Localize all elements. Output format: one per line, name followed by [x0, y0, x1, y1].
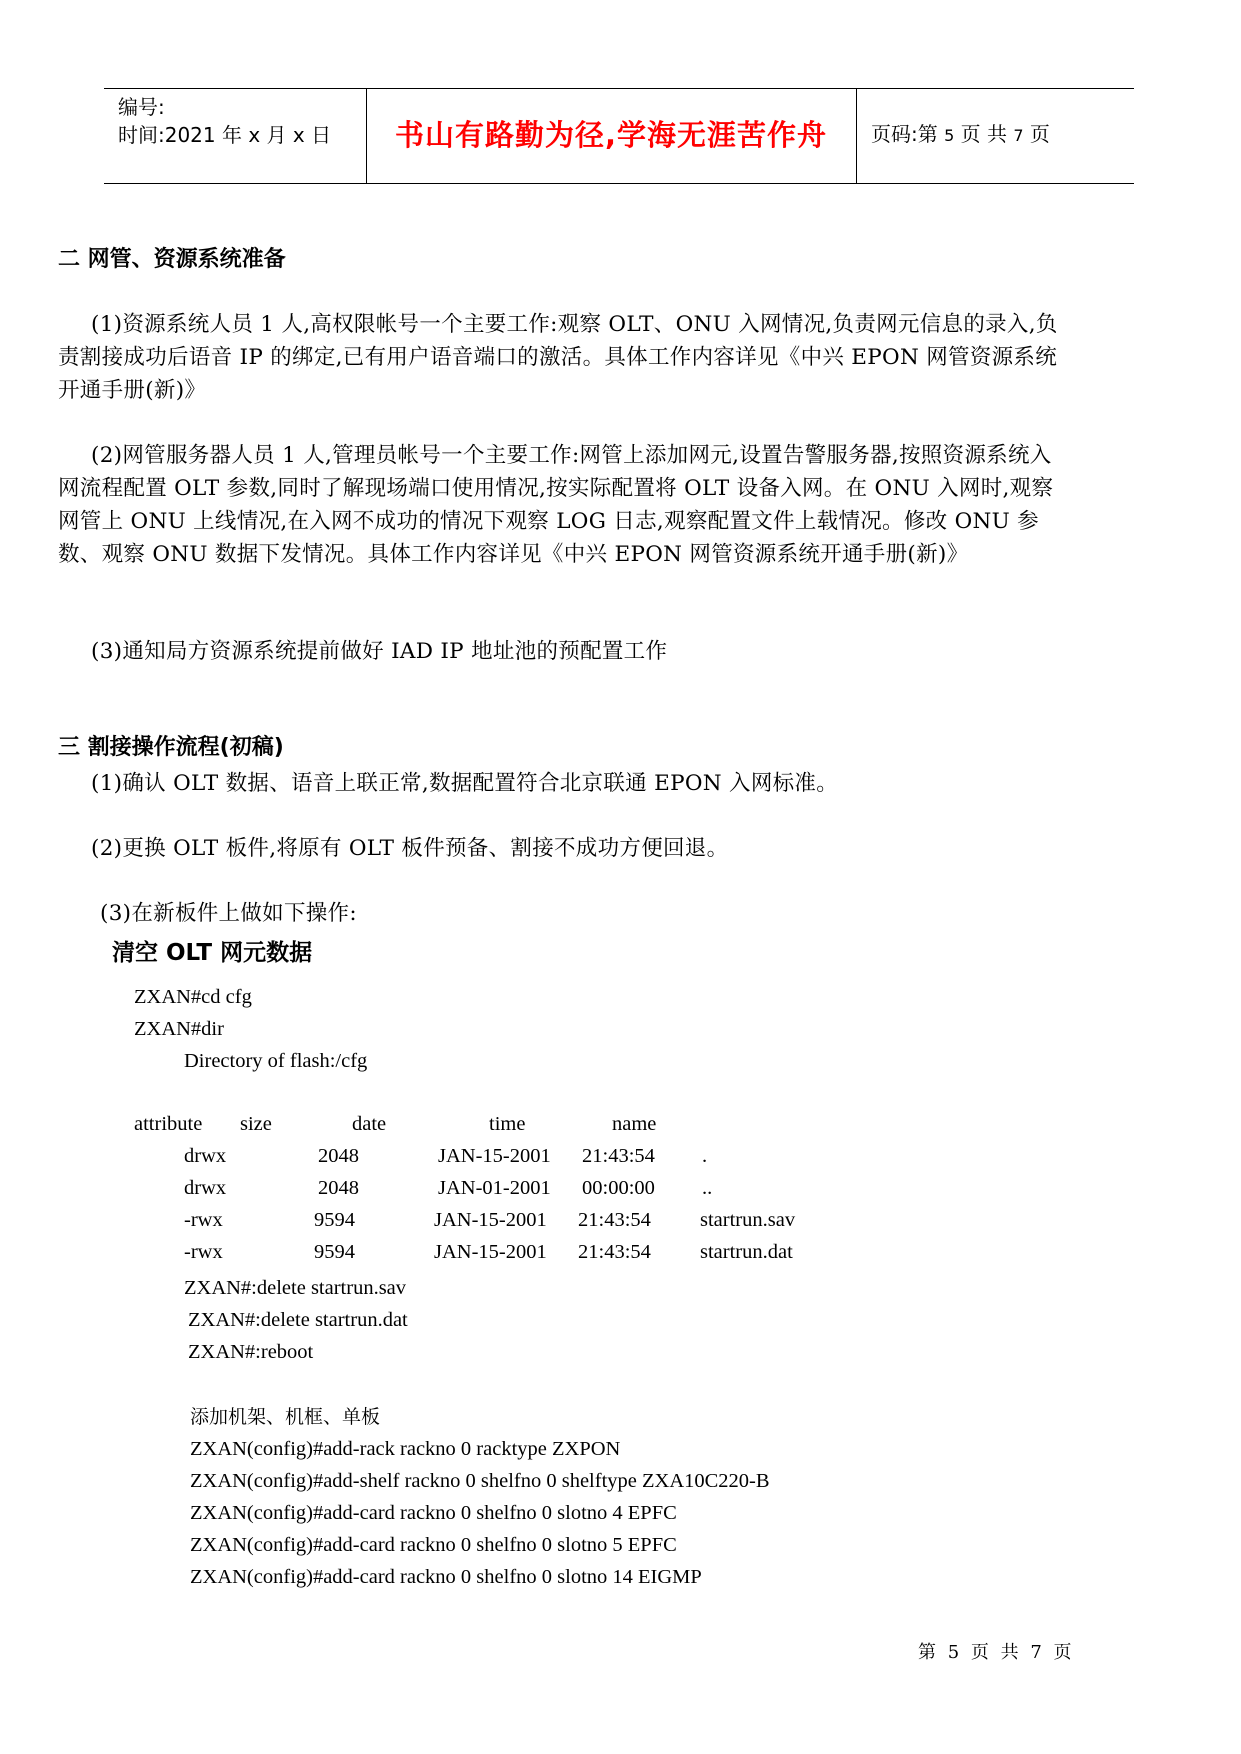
section-title: 二 网管、资源系统准备: [58, 247, 286, 272]
command-line: ZXAN(config)#add-card rackno 0 shelfno 0 slotno 14 EIGMP: [190, 1566, 702, 1588]
listing-row: [0, 1145, 900, 1173]
cell-attribute: -rwx: [184, 1241, 223, 1263]
header-motto: 书山有路勤为径,学海无涯苦作舟: [394, 118, 828, 152]
listing-row: [0, 1241, 900, 1269]
command-line: ZXAN(config)#add-card rackno 0 shelfno 0 slotno 4 EPFC: [190, 1502, 677, 1524]
page-header: [104, 88, 1134, 184]
listing-header: [0, 1113, 900, 1141]
time-label: 时间:2021 年 x 月 x 日: [118, 123, 332, 147]
cell-size: 9594: [314, 1209, 355, 1231]
column-header: time: [489, 1113, 526, 1135]
cell-attribute: drwx: [184, 1145, 227, 1167]
page-label-prefix: 页码:第: [871, 122, 938, 146]
paragraph: (3)在新板件上做如下操作:: [100, 901, 357, 926]
column-header: attribute: [134, 1113, 203, 1135]
listing-row: [0, 1209, 900, 1237]
cell-date: JAN-15-2001: [438, 1145, 551, 1167]
paragraph: (1)确认 OLT 数据、语音上联正常,数据配置符合北京联通 EPON 入网标准。: [91, 771, 839, 796]
number-label: 编号:: [118, 95, 165, 119]
section-title: 三 割接操作流程(初稿): [58, 735, 284, 760]
cell-attribute: drwx: [184, 1177, 227, 1199]
header-meta: [118, 93, 331, 149]
cell-attribute: -rwx: [184, 1209, 223, 1231]
paragraph: (1)资源系统人员 1 人,高权限帐号一个主要工作:观察 OLT、ONU 入网情况,负责网元信息的录入,负责割接成功后语音 IP 的绑定,已有用户语音端口的激活。具体工作内容详见《中兴 EPON 网管资源系统开通手册(新)》: [58, 312, 1058, 403]
cell-size: 9594: [314, 1241, 355, 1263]
column-header: name: [612, 1113, 657, 1135]
command-line: ZXAN#:delete startrun.dat: [188, 1309, 408, 1331]
header-divider: [856, 89, 857, 183]
page-label-mid: 页 共: [960, 122, 1008, 146]
subsection-title: 清空 OLT 网元数据: [112, 940, 313, 966]
cell-name: startrun.dat: [700, 1241, 793, 1263]
cell-size: 2048: [318, 1177, 359, 1199]
cell-time: 21:43:54: [578, 1241, 651, 1263]
column-header: size: [240, 1113, 272, 1135]
command-line: ZXAN#dir: [134, 1018, 224, 1040]
command-line: ZXAN(config)#add-card rackno 0 shelfno 0 slotno 5 EPFC: [190, 1534, 677, 1556]
column-header: date: [352, 1113, 387, 1135]
cell-date: JAN-15-2001: [434, 1241, 547, 1263]
cell-date: JAN-01-2001: [438, 1177, 551, 1199]
cell-name: ..: [702, 1177, 713, 1199]
page-footer: 第 5 页 共 7 页: [918, 1642, 1075, 1663]
command-line: ZXAN(config)#add-shelf rackno 0 shelfno 0 shelftype ZXA10C220-B: [190, 1470, 770, 1492]
cell-date: JAN-15-2001: [434, 1209, 547, 1231]
command-line: ZXAN(config)#add-rack rackno 0 racktype ZXPON: [190, 1438, 621, 1460]
paragraph: (2)网管服务器人员 1 人,管理员帐号一个主要工作:网管上添加网元,设置告警服务器,按照资源系统入网流程配置 OLT 参数,同时了解现场端口使用情况,按实际配置将 OLT 设备入网。在 ONU 入网时,观察网管上 ONU 上线情况,在入网不成功的情况下观察 LOG 日志,观察配置文件上载情况。修改 ONU 参数、观察 ONU 数据下发情况。具体工作内容详见《中兴 EPON 网管资源系统开通手册(新)》: [58, 443, 1054, 567]
paragraph: (2)更换 OLT 板件,将原有 OLT 板件预备、割接不成功方便回退。: [91, 836, 729, 861]
page-total: 7: [1013, 126, 1024, 145]
command-output: Directory of flash:/cfg: [184, 1050, 368, 1072]
command-line: ZXAN#cd cfg: [134, 986, 252, 1008]
cell-time: 21:43:54: [582, 1145, 655, 1167]
page-label-suffix: 页: [1029, 122, 1050, 146]
command-line: ZXAN#:reboot: [188, 1341, 314, 1363]
cell-name: startrun.sav: [700, 1209, 796, 1231]
paragraph: (3)通知局方资源系统提前做好 IAD IP 地址池的预配置工作: [91, 639, 668, 664]
step-heading: 添加机架、机框、单板: [190, 1406, 381, 1428]
cell-size: 2048: [318, 1145, 359, 1167]
command-line: ZXAN#:delete startrun.sav: [184, 1277, 407, 1299]
cell-name: .: [702, 1145, 708, 1167]
cell-time: 00:00:00: [582, 1177, 655, 1199]
cell-time: 21:43:54: [578, 1209, 651, 1231]
page-current: 5: [944, 126, 955, 145]
listing-row: [0, 1177, 900, 1205]
header-page-info: [871, 119, 1050, 151]
